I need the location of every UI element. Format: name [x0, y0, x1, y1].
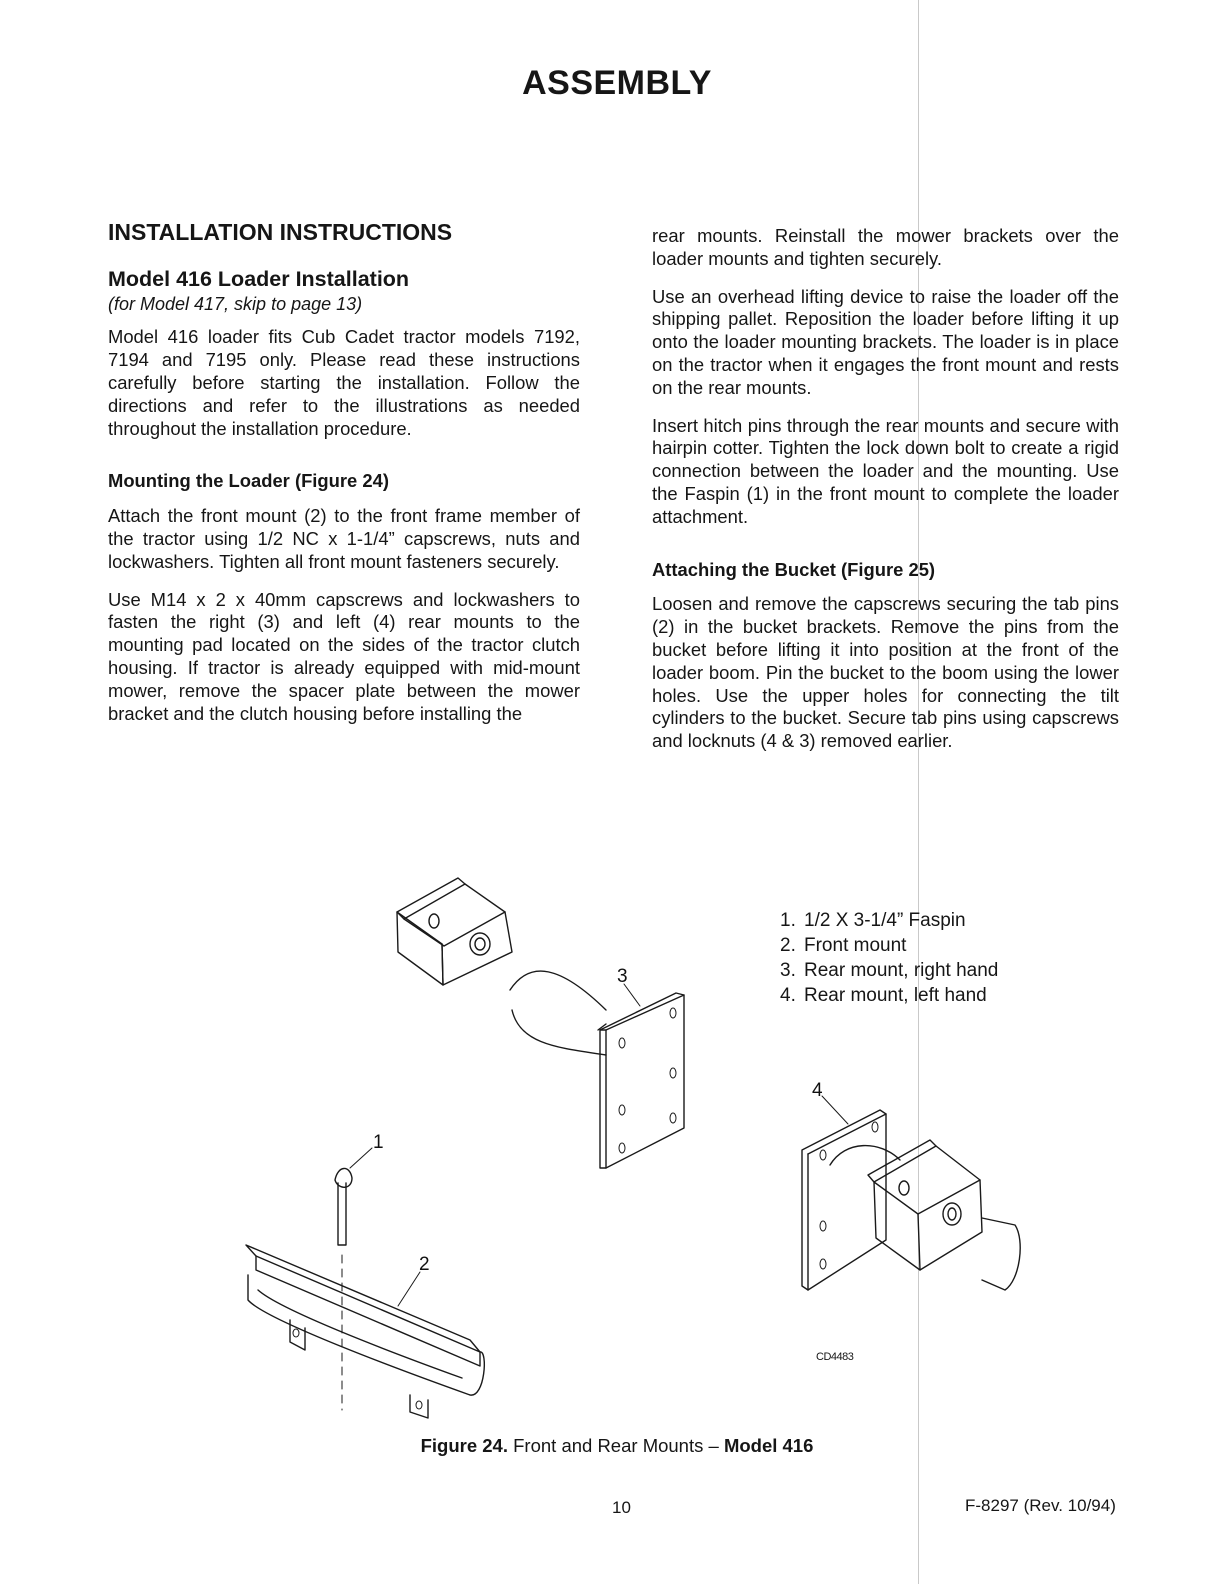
- rear-mount-paragraph: Use M14 x 2 x 40mm capscrews and lockwashers to fasten the right (3) and left (4) rear mounts to the mounting pad located on the sides of the tractor clutch housing. If tractor is already equipped with mid-mount mower, remove the spacer plate between the mower bracket and the clutch housing before installing the: [108, 588, 580, 724]
- reinstall-paragraph: rear mounts. Reinstall the mower brackets over the loader mounts and tighten securely.: [652, 225, 1119, 269]
- section-heading-installation: INSTALLATION INSTRUCTIONS: [108, 219, 453, 245]
- callout-4: 4: [812, 1080, 823, 1101]
- legend-item: 1. 1/2 X 3-1/4” Faspin: [780, 910, 966, 931]
- document-id: F-8297 (Rev. 10/94): [965, 1496, 1116, 1515]
- legend-item: 4. Rear mount, left hand: [780, 985, 987, 1006]
- callout-3: 3: [617, 966, 628, 987]
- rear-mount-right-hand-drawing: [397, 878, 684, 1168]
- figure-code: CD4483: [816, 1351, 854, 1363]
- callout-2: 2: [419, 1254, 430, 1275]
- page-title: ASSEMBLY: [522, 64, 712, 102]
- callout-1: 1: [373, 1132, 384, 1153]
- subheading-model-416: Model 416 Loader Installation: [108, 266, 410, 291]
- attaching-bucket-heading: Attaching the Bucket (Figure 25): [652, 558, 936, 580]
- caption-model: Model 416: [723, 1435, 814, 1456]
- faspin-drawing: [335, 1148, 372, 1410]
- front-mount-drawing: [246, 1245, 484, 1418]
- caption-text: Front and Rear Mounts –: [507, 1435, 724, 1456]
- figure-caption: [0, 1435, 1224, 1457]
- rear-mount-left-hand-drawing: [802, 1096, 1020, 1290]
- figure-legend: [780, 908, 998, 1008]
- hitch-pins-paragraph: Insert hitch pins through the rear mounts and secure with hairpin cotter. Tighten the lock down bolt to create a rigid connection between the loader and the mounting. Use the Faspin (1) in the front mount to complete the loader attachment.: [652, 414, 1119, 527]
- bucket-paragraph: Loosen and remove the capscrews securing the tab pins (2) in the bucket brackets. Remove the pins from the bucket before lifting it into position at the front of the loader boom. Pin the bucket to the boom using the lower holes. Use the upper holes for connecting the tilt cylinders to the bucket. Secure tab pins using capscrews and locknuts (4 & 3) removed earlier.: [652, 593, 1119, 752]
- front-mount-paragraph: Attach the front mount (2) to the front frame member of the tractor using 1/2 NC x 1-1/4” capscrews, nuts and lockwashers. Tighten all front mount fasteners securely.: [108, 505, 580, 572]
- legend-item: 3. Rear mount, right hand: [780, 960, 999, 981]
- legend-item: 2. Front mount: [780, 935, 907, 956]
- page-number: 10: [612, 1498, 631, 1517]
- model-417-note: (for Model 417, skip to page 13): [108, 293, 363, 314]
- lifting-paragraph: Use an overhead lifting device to raise the loader off the shipping pallet. Reposition the loader before lifting it up onto the loader mounting brackets. The loader is in place on the tractor when it engages the front mount and rests on the rear mounts.: [652, 285, 1119, 398]
- intro-paragraph: Model 416 loader fits Cub Cadet tractor models 7192, 7194 and 7195 only. Please read these instructions carefully before starting the installation. Follow the directions and refer to the illustrations as needed throughout the installation procedure.: [108, 326, 580, 439]
- caption-label: Figure 24.: [420, 1435, 508, 1456]
- mounting-loader-heading: Mounting the Loader (Figure 24): [108, 470, 389, 492]
